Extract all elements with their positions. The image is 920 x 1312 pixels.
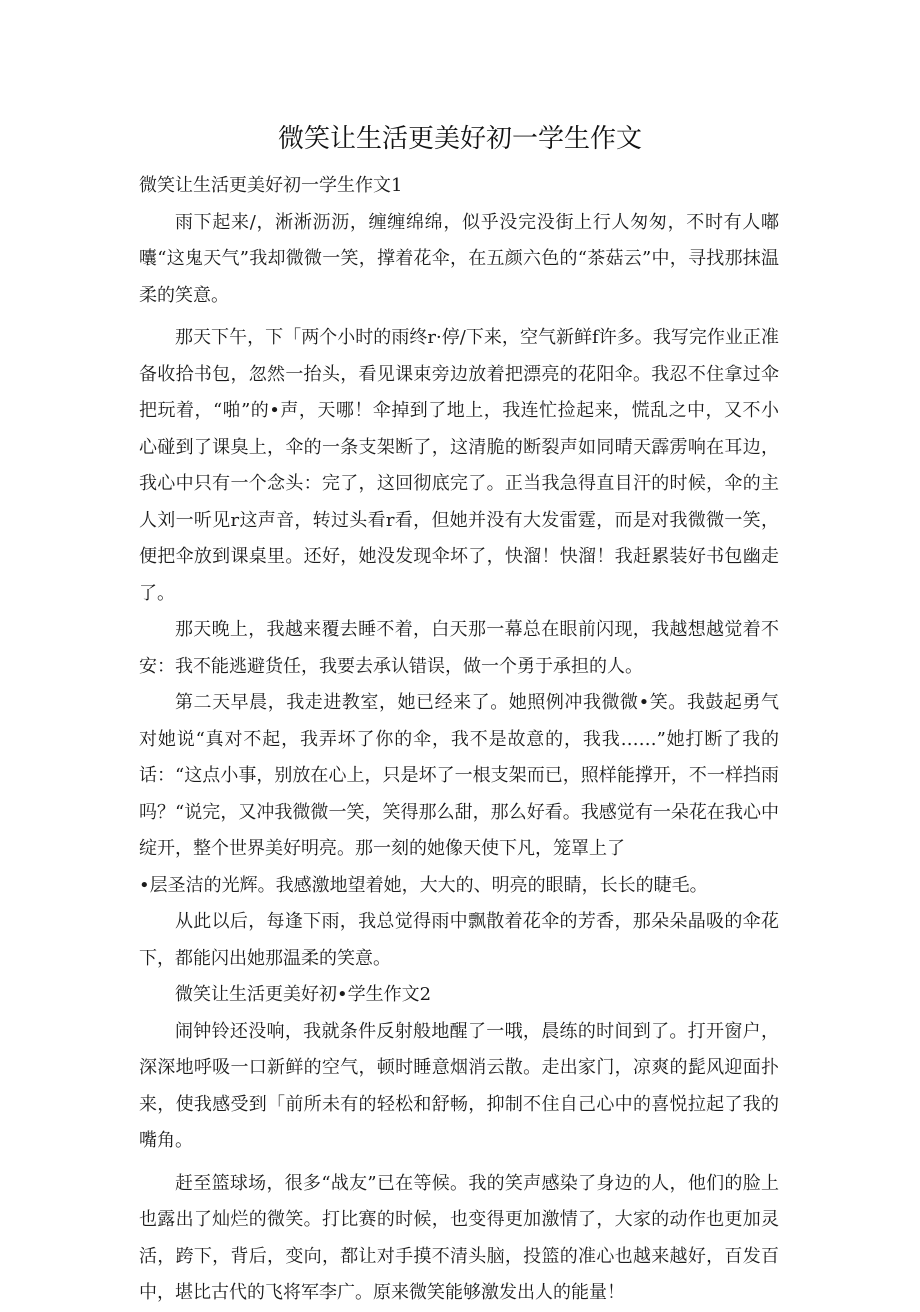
paragraph: 那天晚上，我越来覆去睡不着，白天那一幕总在眼前闪现，我越想越觉着不安：我不能逃避货任，我要去承认错误，做一个勇于承担的人。 — [139, 619, 779, 677]
paragraph: 第二天早晨，我走进教室，她已经来了。她照例冲我微微•笑。我鼓起勇气对她说“真对不起，我弄坏了你的伞，我不是故意的，我我……”她打断了我的话：“这点小事，别放在心上，只是坏了一根支架而已，照样能撑开，不一样挡雨吗？“说完，又冲我微微一笑，笑得那么甜，那么好看。我感觉有一朵花在我心中绽开，整个世界美好明亮。那一刻的她像天使下凡，笼罩上了 — [139, 692, 779, 859]
paragraph: 从此以后，每逢下雨，我总觉得雨中飘散着花伞的芳香，那朵朵晶吸的伞花下，都能闪出她那温柔的笑意。 — [139, 911, 779, 969]
page-title: 微笑让生活更美好初一学生作文 — [277, 124, 642, 154]
section-heading-1: 微笑让生活更美好初一学生作文1 — [139, 175, 403, 196]
article-body — [139, 168, 779, 1312]
paragraph: 雨下起来/，淅淅沥沥，缠缠绵绵，似乎没完没街上行人匆匆，不时有人嘟囔“这鬼天气”我却微微一笑，撑着花伞，在五颜六色的“茶菇云”中，寻找那抹温柔的笑意。 — [139, 211, 779, 306]
paragraph: 赶至篮球场，很多“战友”已在等候。我的笑声感染了身边的人，他们的脸上也露出了灿烂的微笑。打比赛的时候，也变得更加激情了，大家的动作也更加灵活，跨下，背后，变向，都让对手摸不清头脑，投篮的准心也越来越好，百发百中，堪比古代的飞将军李广。原来微笑能够激发出人的能量！ — [139, 1172, 779, 1303]
paragraph: •层圣洁的光辉。我感激地望着她，大大的、明亮的眼睛，长长的睫毛。 — [139, 874, 708, 896]
paragraph: 那天下午，下「两个小时的雨终r·停/下来，空气新鲜f许多。我写完作业正准备收拾书包，忽然一抬头，看见课束旁边放着把漂亮的花阳伞。我忍不住拿过伞把玩着，“啪”的•声，天哪！伞掉到了地上，我连忙捡起来，慌乱之中，又不小心碰到了课臭上，伞的一条支架断了，这清脆的断裂声如同晴天霹雳响在耳边，我心中只有一个念头：完了，这回彻底完了。正当我急得直目汗的时候，伞的主人刘一听见r这声音，转过头看r看，但她并没有大发雷霆，而是对我微微一笑，便把伞放到课桌里。还好，她没发现伞坏了，快溜！快溜！我赶累装好书包幽走了。 — [139, 327, 779, 604]
paragraph: 闹钟铃还没响，我就条件反射般地醒了一哦，晨练的时间到了。打开窗户，深深地呼吸一口新鲜的空气，顿时睡意烟消云散。走出家门，凉爽的髭风迎面扑来，使我感受到「前所未有的轻松和舒畅，抑制不住自己心中的喜悦拉起了我的嘴角。 — [139, 1020, 779, 1151]
section-heading-2: 微笑让生活更美好初•学生作文2 — [175, 984, 432, 1005]
